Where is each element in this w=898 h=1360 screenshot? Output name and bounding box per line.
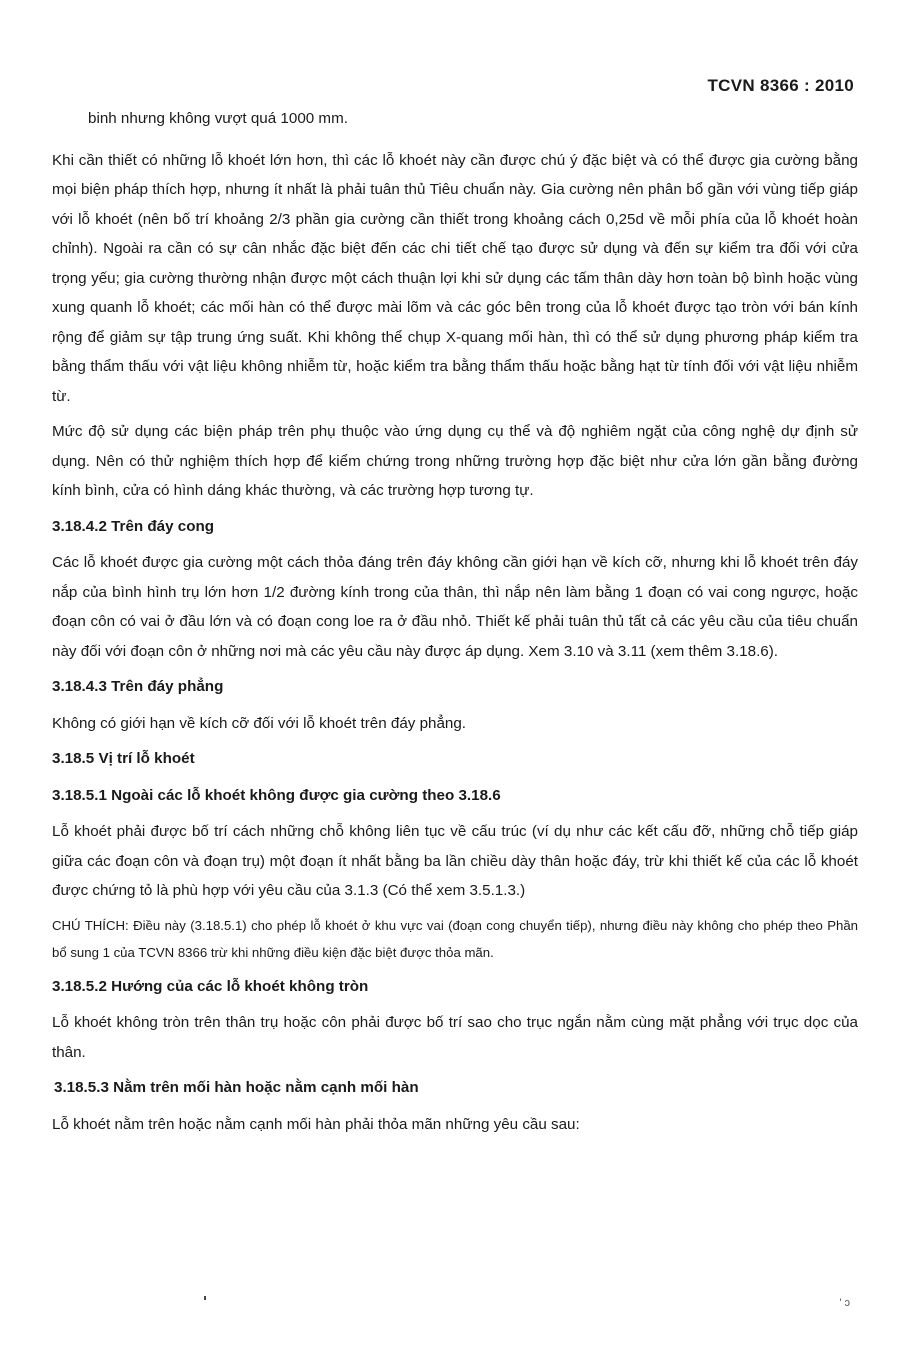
heading-unreinforced-openings: 3.18.5.1 Ngoài các lỗ khoét không được gia cường theo 3.18.6 <box>52 786 501 804</box>
heading-curved-head: 3.18.4.2 Trên đáy cong <box>52 517 215 535</box>
standard-code-header: TCVN 8366 : 2010 <box>707 76 854 95</box>
paragraph-discontinuities: Lỗ khoét phải được bố trí cách những chỗ không liên tục về cấu trúc (ví dụ như các kết cấu đỡ, những chỗ tiếp giáp giữa các đoạn côn và đoạn trụ) một đoạn ít nhất bằng ba lần chiều dày thân hoặc đáy, trừ khi thiết kế của các lỗ khoét được chứng tỏ là phù hợp với yêu cầu của 3.1.3 (Có thể xem 3.5.1.3.) <box>52 823 858 899</box>
paragraph-measures-extent: Mức độ sử dụng các biện pháp trên phụ thuộc vào ứng dụng cụ thể và độ nghiêm ngặt của công nghệ dự định sử dụng. Nên có thử nghiệm thích hợp để kiểm chứng trong những trường hợp đặc biệt như cửa lớn gần bằng đường kính bình, cửa có hình dáng khác thường, và các trường hợp tương tự. <box>52 423 858 499</box>
paragraph-flat-head: Không có giới hạn về kích cỡ đối với lỗ khoét trên đáy phẳng. <box>52 714 467 732</box>
paragraph-noncircular-orientation: Lỗ khoét không tròn trên thân trụ hoặc côn phải được bố trí sao cho trục ngắn nằm cùng mặt phẳng với trục dọc của thân. <box>52 1014 858 1061</box>
heading-on-weld: 3.18.5.3 Nằm trên mối hàn hoặc nằm cạnh mối hàn <box>54 1079 419 1096</box>
page-footer-mark: ' ↄ <box>839 1297 850 1309</box>
paragraph-large-openings: Khi cần thiết có những lỗ khoét lớn hơn, thì các lỗ khoét này cần được chú ý đặc biệt và có thể được gia cường bằng mọi biện pháp thích hợp, nhưng ít nhất là phải tuân thủ Tiêu chuẩn này. Gia cường nên phân bổ gần với vùng tiếp giáp với lỗ khoét (nên bố trí khoảng 2/3 phần gia cường cần thiết trong khoảng cách 0,25d về mỗi phía của lỗ khoét hoàn chỉnh). Ngoài ra cần có sự cân nhắc đặc biệt đến các chi tiết chế tạo được sử dụng và đến sự kiểm tra đối với cửa trọng yếu; gia cường thường nhận được một cách thuận lợi khi sử dụng các tấm thân dày hơn toàn bộ bình hoặc vùng xung quanh lỗ khoét; các mối hàn có thể được mài lõm và các góc bên trong của lỗ khoét được tạo tròn với bán kính rộng để giảm sự tập trung ứng suất. Khi không thể chụp X-quang mối hàn, thì có thể sử dụng phương pháp kiểm tra bằng thẩm thấu với vật liệu không nhiễm từ, hoặc kiểm tra bằng thẩm thấu hoặc bằng hạt từ tính đối với vật liệu nhiễm từ. <box>52 151 858 405</box>
paragraph-continuation: binh nhưng không vượt quá 1000 mm. <box>88 110 348 127</box>
heading-noncircular-orientation: 3.18.5.2 Hướng của các lỗ khoét không tròn <box>52 977 369 995</box>
document-body <box>52 104 858 1145</box>
note-text: CHÚ THÍCH: Điều này (3.18.5.1) cho phép lỗ khoét ở khu vực vai (đoạn cong chuyển tiếp), nhưng điều này không cho phép theo Phần bổ sung 1 của TCVN 8366 trừ khi những điều kiện đặc biệt được thỏa mãn. <box>52 917 858 960</box>
heading-flat-head: 3.18.4.3 Trên đáy phẳng <box>52 678 224 695</box>
paragraph-curved-head: Các lỗ khoét được gia cường một cách thỏa đáng trên đáy không cần giới hạn về kích cỡ, nhưng khi lỗ khoét trên đáy nắp của bình hình trụ lớn hơn 1/2 đường kính trong của thân, thì nắp nên làm bằng 1 đoạn có vai cong ngược, hoặc đoạn côn có vai ở đầu lớn và có đoạn cong loe ra ở đầu nhỏ. Thiết kế phải tuân thủ tất cả các yêu cầu của tiêu chuẩn này đối với đoạn côn ở những nơi mà các yêu cầu này được áp dụng. Xem 3.10 và 3.11 (xem thêm 3.18.6). <box>52 554 858 660</box>
paragraph-on-weld: Lỗ khoét nằm trên hoặc nằm cạnh mối hàn phải thỏa mãn những yêu cầu sau: <box>52 1115 580 1133</box>
scan-artifact-dot <box>204 1296 206 1300</box>
heading-opening-location: 3.18.5 Vị trí lỗ khoét <box>52 750 195 767</box>
